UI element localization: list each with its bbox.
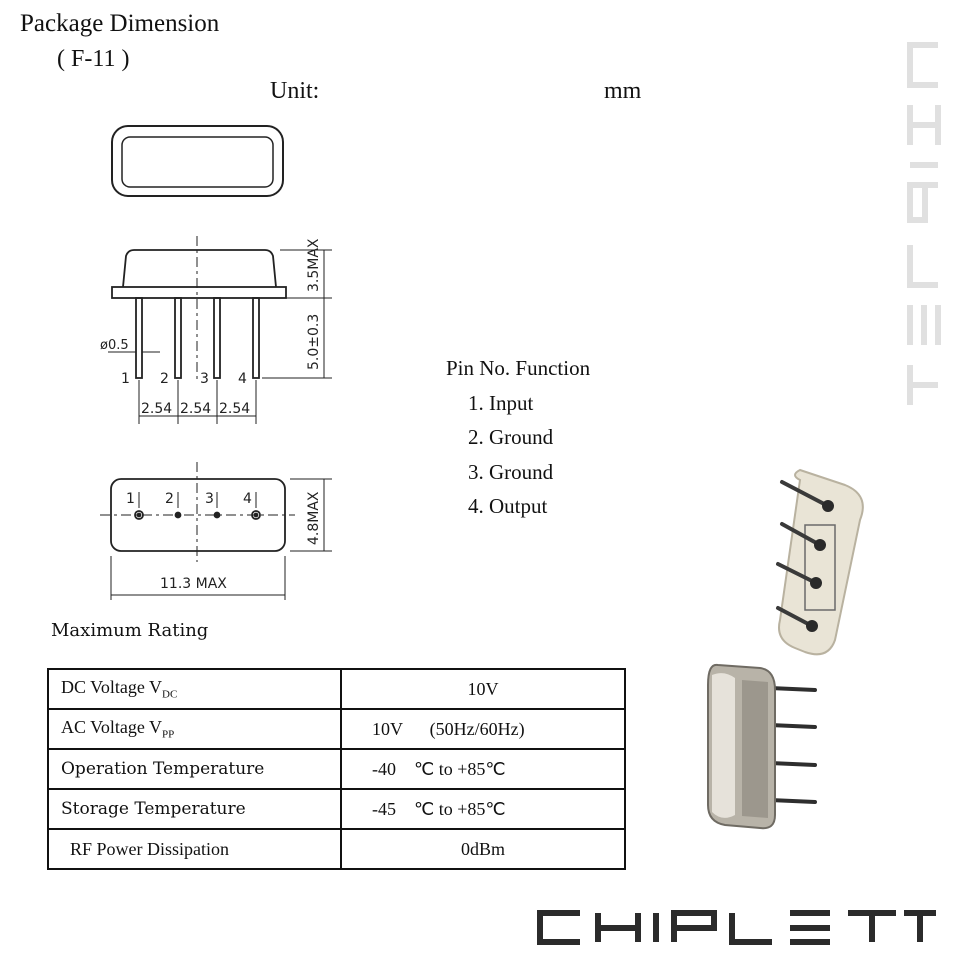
body-height-label: 3.5MAX — [306, 238, 322, 292]
rating-value: -45 ℃ to +85℃ — [341, 789, 625, 829]
side-pin-3: 3 — [200, 371, 209, 387]
pitch-label-2: 2.54 — [180, 401, 212, 417]
top-view — [112, 126, 283, 196]
pin-function-header: Pin No. Function — [446, 356, 591, 380]
pin-function-item: 1. Input — [468, 391, 534, 415]
bottom-height-label: 4.8MAX — [306, 491, 322, 545]
side-pin-1: 1 — [121, 371, 130, 387]
side-view — [108, 236, 332, 424]
max-rating-table — [47, 668, 626, 870]
max-rating-title: Maximum Rating — [51, 620, 209, 641]
rating-value: -40 ℃ to +85℃ — [341, 749, 625, 789]
rating-param: Storage Temperature — [48, 789, 341, 829]
bottom-pin-2: 2 — [165, 491, 174, 507]
watermark-logo — [910, 45, 938, 405]
pin-function-item: 3. Ground — [468, 460, 554, 484]
table-row — [48, 789, 625, 829]
pin-function-item: 2. Ground — [468, 425, 554, 449]
bottom-pin-3: 3 — [205, 491, 214, 507]
pin-diameter-label: ø0.5 — [100, 338, 129, 353]
bottom-pin-1: 1 — [126, 491, 135, 507]
table-row — [48, 669, 625, 709]
product-photo-pins — [778, 470, 863, 654]
table-row — [48, 749, 625, 789]
unit-value: mm — [604, 78, 642, 104]
rating-value: 10V (50Hz/60Hz) — [341, 709, 625, 749]
rating-param: AC Voltage $V_{PP}$ — [48, 709, 341, 749]
side-pin-4: 4 — [238, 371, 247, 387]
table-row — [48, 709, 625, 749]
bottom-pin-4: 4 — [243, 491, 252, 507]
pin-length-label: 5.0±0.3 — [306, 313, 322, 370]
rating-value: 0dBm — [341, 829, 625, 869]
rating-param: DC Voltage $V_{DC}$ — [48, 669, 341, 709]
rating-param: Operation Temperature — [48, 749, 341, 789]
side-pin-2: 2 — [160, 371, 169, 387]
brand-logo — [540, 913, 936, 942]
page-title: Package Dimension — [20, 10, 220, 37]
rating-value: 10V — [341, 669, 625, 709]
unit-label: Unit: — [270, 78, 320, 104]
model-label: ( F-11 ) — [57, 46, 130, 72]
product-photo-can — [708, 665, 815, 828]
bottom-width-label: 11.3 MAX — [160, 576, 227, 592]
rating-param: RF Power Dissipation — [48, 829, 341, 869]
table-row — [48, 829, 625, 869]
pin-function-item: 4. Output — [468, 494, 548, 518]
pitch-label-1: 2.54 — [141, 401, 173, 417]
pitch-label-3: 2.54 — [219, 401, 251, 417]
